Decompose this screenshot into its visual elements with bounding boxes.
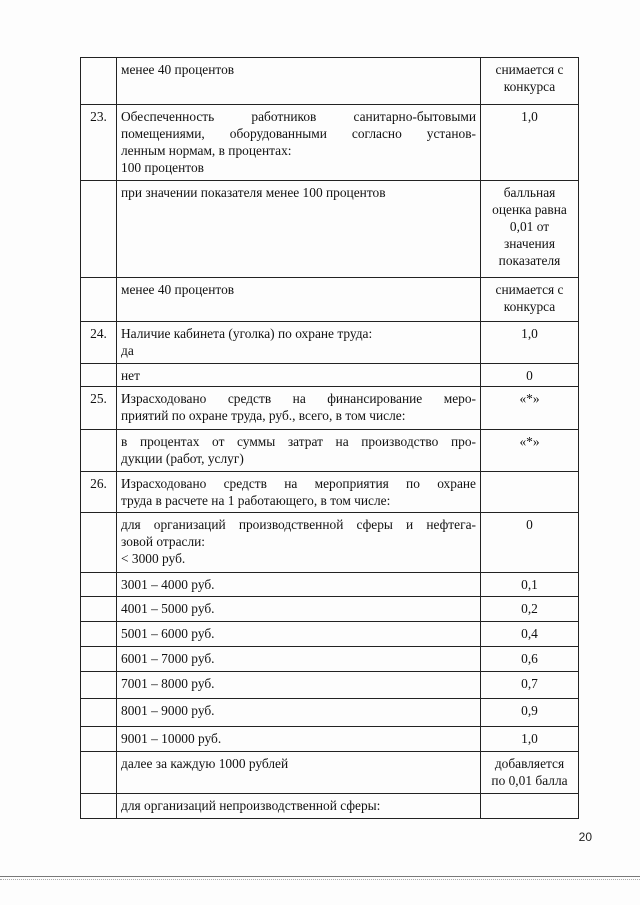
description-line: нет <box>121 368 140 383</box>
row-number: 26. <box>81 472 117 513</box>
row-score <box>481 672 579 699</box>
table-row <box>81 278 579 322</box>
row-score <box>481 430 579 472</box>
row-description <box>117 573 481 597</box>
table-row <box>81 597 579 622</box>
row-number: 24. <box>81 322 117 364</box>
row-number <box>81 727 117 752</box>
description-line: при значении показателя менее 100 процентов <box>121 185 386 200</box>
row-number <box>81 181 117 278</box>
row-description <box>117 181 481 278</box>
description-line: помещениями, оборудованными согласно установ- <box>121 126 476 141</box>
table-row <box>81 622 579 647</box>
row-description <box>117 622 481 647</box>
score-line: оценка равна <box>492 202 567 217</box>
description-line: для организаций производственной сферы и нефтега- <box>121 517 476 532</box>
row-description <box>117 597 481 622</box>
table-row <box>81 794 579 819</box>
description-line: 9001 – 10000 руб. <box>121 731 222 746</box>
row-number <box>81 699 117 727</box>
score-line: балльная <box>503 185 556 200</box>
row-description <box>117 322 481 364</box>
score-line: конкурса <box>503 79 556 94</box>
score-line: 0 <box>526 517 533 532</box>
table-row <box>81 58 579 105</box>
row-description <box>117 387 481 430</box>
table-row <box>81 364 579 387</box>
row-number <box>81 622 117 647</box>
row-number: 23. <box>81 105 117 181</box>
table-row <box>81 472 579 513</box>
score-line: 0,6 <box>521 651 538 666</box>
row-score <box>481 472 579 513</box>
row-number <box>81 430 117 472</box>
row-score <box>481 58 579 105</box>
row-number <box>81 364 117 387</box>
row-number <box>81 647 117 672</box>
row-score <box>481 181 579 278</box>
row-description <box>117 699 481 727</box>
score-line: «*» <box>519 391 540 406</box>
row-description <box>117 364 481 387</box>
row-description <box>117 647 481 672</box>
description-line: ленным нормам, в процентах: <box>121 143 292 158</box>
score-line: значения <box>503 236 556 251</box>
score-line: 0,4 <box>521 626 538 641</box>
row-description <box>117 752 481 794</box>
page-number: 20 <box>578 830 592 844</box>
row-score <box>481 105 579 181</box>
row-number <box>81 513 117 573</box>
scan-edge-line <box>0 876 640 877</box>
description-line: 8001 – 9000 руб. <box>121 703 215 718</box>
row-description <box>117 430 481 472</box>
description-line: зовой отрасли: <box>121 534 206 549</box>
score-line: снимается с <box>495 282 564 297</box>
score-line: по 0,01 балла <box>491 773 568 788</box>
description-line: далее за каждую 1000 рублей <box>121 756 289 771</box>
description-line: 6001 – 7000 руб. <box>121 651 215 666</box>
row-score <box>481 364 579 387</box>
table-row <box>81 752 579 794</box>
row-score <box>481 794 579 819</box>
row-number <box>81 597 117 622</box>
score-line: конкурса <box>503 299 556 314</box>
description-line: Израсходовано средств на мероприятия по охране <box>121 476 476 491</box>
description-line: дукции (работ, услуг) <box>121 451 244 466</box>
description-line: Израсходовано средств на финансирование меро- <box>121 391 476 406</box>
score-line: 0,2 <box>521 601 538 616</box>
table-row <box>81 322 579 364</box>
row-score <box>481 727 579 752</box>
table-row <box>81 647 579 672</box>
score-line: 1,0 <box>521 731 538 746</box>
score-line: 0,1 <box>521 577 538 592</box>
score-line: добавляется <box>494 756 565 771</box>
description-line: Наличие кабинета (уголка) по охране труда: <box>121 326 373 341</box>
table-row <box>81 387 579 430</box>
table-row <box>81 105 579 181</box>
row-description <box>117 472 481 513</box>
row-number <box>81 752 117 794</box>
description-line: приятий по охране труда, руб., всего, в том числе: <box>121 408 406 423</box>
score-line: 0 <box>526 368 533 383</box>
description-line: труда в расчете на 1 работающего, в том числе: <box>121 493 391 508</box>
row-description <box>117 727 481 752</box>
description-line: Обеспеченность работников санитарно-бытовыми <box>121 109 476 124</box>
score-line: 0,7 <box>521 676 538 691</box>
row-score <box>481 699 579 727</box>
row-score <box>481 513 579 573</box>
table-row <box>81 727 579 752</box>
description-line: менее 40 процентов <box>121 282 235 297</box>
scan-edge-line <box>0 879 640 880</box>
description-line: менее 40 процентов <box>121 62 235 77</box>
row-description <box>117 513 481 573</box>
score-line: «*» <box>519 434 540 449</box>
row-description <box>117 794 481 819</box>
description-line: < 3000 руб. <box>121 551 186 566</box>
table-row <box>81 430 579 472</box>
table-row <box>81 672 579 699</box>
row-number <box>81 794 117 819</box>
row-description <box>117 278 481 322</box>
row-number <box>81 573 117 597</box>
row-description <box>117 672 481 699</box>
criteria-table <box>80 57 579 819</box>
description-line: 5001 – 6000 руб. <box>121 626 215 641</box>
row-description <box>117 58 481 105</box>
table-row <box>81 573 579 597</box>
row-score <box>481 622 579 647</box>
score-line: 1,0 <box>521 326 538 341</box>
row-number <box>81 58 117 105</box>
row-score <box>481 597 579 622</box>
table-row <box>81 513 579 573</box>
score-line: 0,9 <box>521 703 538 718</box>
description-line: 100 процентов <box>121 160 204 175</box>
description-line: да <box>121 343 134 358</box>
row-number <box>81 672 117 699</box>
description-line: в процентах от суммы затрат на производство про- <box>121 434 476 449</box>
row-description <box>117 105 481 181</box>
row-score <box>481 322 579 364</box>
description-line: для организаций непроизводственной сферы: <box>121 798 381 813</box>
row-score <box>481 752 579 794</box>
description-line: 4001 – 5000 руб. <box>121 601 215 616</box>
row-score <box>481 278 579 322</box>
table-row <box>81 699 579 727</box>
description-line: 3001 – 4000 руб. <box>121 577 215 592</box>
row-number <box>81 278 117 322</box>
table-row <box>81 181 579 278</box>
row-score <box>481 573 579 597</box>
score-line: снимается с <box>495 62 564 77</box>
row-score <box>481 387 579 430</box>
score-line: 0,01 от <box>509 219 550 234</box>
score-line: показателя <box>498 253 561 268</box>
row-number: 25. <box>81 387 117 430</box>
score-line: 1,0 <box>521 109 538 124</box>
description-line: 7001 – 8000 руб. <box>121 676 215 691</box>
row-score <box>481 647 579 672</box>
